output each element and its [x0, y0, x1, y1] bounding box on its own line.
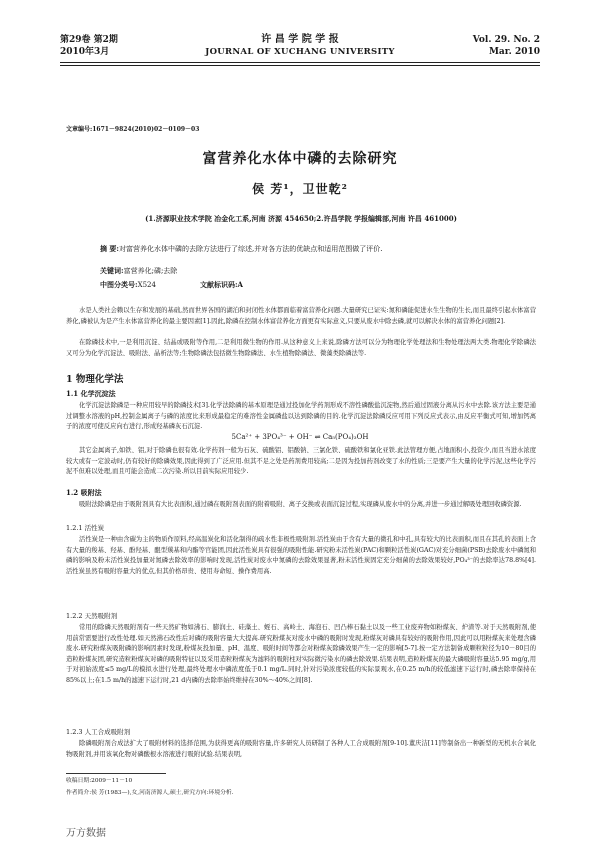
section-1-1-paragraph: 化学沉淀法除磷是一种应用较早的除磷技术[3].化学法除磷的基本原理是通过投加化学药剂形成不溶性磷酸盐沉淀物,然后通过固液分离从污水中去除.该方法主要是通过调整水溶液的pH,控制金属离子与磷的浓度比来形成最稳定的难溶性金属磷盐以达到除磷的目的.化学沉淀法除磷反应可用下列反应式表示,由反应平衡式可知,增加钙离子的浓度可使反应向右进行,形成羟基磷灰石沉淀. — [66, 402, 536, 431]
section-1-2-heading: 1.2 吸附法 — [66, 488, 102, 497]
section-1-2-3-paragraph: 除磷吸附剂合成法扩大了吸附材料的选择范围,为获得更高的吸附容量,许多研究人员研制了各种人工合成吸附剂[9-10].董庆洁[11]等制备出一种新型的无机水合氧化物吸附剂,并用该氧化物对磷酸根水溶液进行吸附试验.结果表明, — [66, 740, 536, 758]
footnote-author-bio: 作者简介:侯 芳(1983—),女,河南济源人,硕士,研究方向:环境分析. — [66, 790, 234, 796]
section-1-2-1-heading: 1.2.1 活性炭 — [66, 524, 105, 532]
author-affiliation: (1.济源职业技术学院 冶金化工系,河南 济源 454650;2.许昌学院 学报编辑部,河南 许昌 461000) — [145, 214, 457, 223]
intro-paragraph-2: 在除磷技术中,一是利用沉淀、结晶或吸附等作用,二是利用微生物的作用.从这种意义上来说,除磷方法可以分为物理化学处理法和生物处理法两大类.物理化学除磷法又可分为化学沉淀法、吸附法、晶析法等;生物除磷法包括微生物除磷法、水生植物除磷法、微藻类除磷法等. — [66, 339, 536, 357]
doc-code-label: 文献标识码: — [199, 280, 238, 289]
issue-date-en: Mar. 2010 — [488, 47, 540, 57]
section-1-2-1-paragraph: 活性炭是一种由含碳为主的物质作原料,经高温炭化和活化制得的疏水性非极性吸附剂.活性炭由于含有大量的微孔和中孔,具有较大的比表面积,而且在其孔的表面上含有大量的羧基、羟基、酚羟基、醌型羰基和内酯等官能团,因此活性炭具有很强的吸附性能.研究粉末活性炭(PAC)和颗粒活性炭(GAC)对充分细菌(PSB)去除废水中磷氮和磷的影响及粉末活性炭投加量对氮磷去除效率的影响时发现,活性炭对废水中氮磷的去除效果显著,粉末活性炭固定充分细菌的去除效果较好,PO₄³⁻的去除率达78.8%[4].活性炭虽然有吸附容量大的优点,但其价格昂贵、使用寿命短、操作费用高. — [66, 536, 536, 575]
keywords-text: 富营养化;磷;去除 — [123, 267, 178, 275]
abstract-label: 摘 要: — [100, 244, 120, 253]
journal-name-en: JOURNAL OF XUCHANG UNIVERSITY — [205, 47, 395, 57]
journal-name-cn: 许 昌 学 院 学 报 — [261, 34, 339, 45]
clc-label: 中图分类号: — [100, 280, 138, 289]
footnote-received: 收稿日期:2009－11－10 — [66, 778, 133, 784]
keywords-label: 关键词: — [100, 266, 124, 275]
equation-hydroxyapatite: 5Ca²⁺ + 3PO₄³⁻ + OH⁻ ⇌ Ca₅(PO₄)₃OH — [231, 433, 369, 441]
section-1-2-2-paragraph: 常用的除磷天然吸附剂有一些天然矿物如沸石、膨润土、硅藻土、蛭石、高岭土、海泡石、凹凸棒石黏土以及一些工业废弃物如粉煤灰、炉渣等.对于天然吸附剂,使用前常需要进行改性处理.如天然沸石改性后对磷的吸附容量大大提高.研究粉煤灰对废水中磷的吸附时发现,粉煤灰对磷具有较好的吸附作用,因此可以用粉煤灰来处理含磷废水.研究粉煤灰吸附磷的影响因素时发现,粉煤灰投加量、pH、温度、吸附时间等都会对粉煤灰除磷效果产生一定的影响[5-7].按一定方法制备成颗粒粒径为10－80目的造粒粉煤灰团,研究造粒粉煤灰对磷的吸附特征以及采用造粒粉煤灰为滤料的吸附柱对实际微污染水的磷去除效果.结果表明,造粒粉煤灰的最大磷吸附容量达5.95 mg/g,用于对初始浓度≤5 mg/L的模拟水进行处理,最终处理水中磷浓度低于0.1 mg/L.同时,针对污染浓度较低的实际景观水,在0.25 m/h的较低滤速下运行时,磷去除率保持在85%以上;在1.5 m/h的滤速下运行时,21 d内磷的去除率始终维持在30%～40%之间[8]. — [66, 624, 536, 684]
section-1-heading: 1 物理化学法 — [66, 374, 124, 385]
header-rule-thin — [60, 65, 540, 66]
header-right — [473, 34, 540, 58]
abstract-text: 对富营养化水体中磷的去除方法进行了综述,并对各方法的优缺点和适用范围做了评价. — [119, 245, 383, 253]
footnote-rule — [66, 773, 166, 774]
section-1-2-3-heading: 1.2.3 人工合成吸附剂 — [66, 728, 131, 736]
clc-code: X524 — [137, 281, 156, 289]
article-number: 文章编号:1671－9824(2010)02－0109－03 — [66, 126, 200, 133]
section-1-1-heading: 1.1 化学沉淀法 — [66, 389, 116, 398]
abstract — [100, 242, 520, 256]
paper-authors: 侯 芳¹，卫世乾² — [252, 182, 348, 196]
section-1-2-paragraph: 吸附法除磷是由于吸附剂具有大比表面积,通过磷在吸附剂表面的附着吸附、离子交换或表面沉淀过程,实现磷从废水中的分离,并进一步通过解吸处理回收磷资源. — [79, 501, 522, 508]
header-rule-thick — [60, 62, 540, 63]
keywords — [100, 266, 177, 276]
issue-date-cn: 2010年3月 — [60, 47, 110, 57]
wanfang-watermark: 万方数据 — [66, 828, 106, 839]
paper-title: 富营养化水体中磷的去除研究 — [202, 151, 398, 167]
volume-issue-en: Vol. 29. No. 2 — [472, 35, 540, 45]
doc-code: A — [237, 280, 243, 289]
volume-issue: 第29卷 第2期 — [60, 35, 118, 45]
section-1-2-2-heading: 1.2.2 天然吸附剂 — [66, 612, 118, 620]
section-1-1-paragraph-2: 其它金属离子,如铁、铝,对于除磷也很有效.化学药剂一般为石灰、硫酸铝、铝酸钠、三氯化铁、硫酸铁和氯化亚铁.此法管理方便,占地面积小,投资少,而且当进水浓度较大或有一定波动时,仍有较好的除磷效果,因此得到了广泛应用.但其不足之处是药剂费用较高;二是因为投加药剂改变了水的性质;三是要产生大量的化学污泥,这些化学污泥不但难以处理,而且可能会造成二次污染.所以目前实际应用较少. — [66, 447, 536, 476]
classification-line — [100, 280, 243, 290]
intro-paragraph-1: 水是人类社会赖以生存和发展的基础,然而世界各国的湖泊和封闭性水体都面临着富营养化问题.大量研究已证实:氮和磷能促进水生生物的生长,而且最终引起水体富营养化,磷被认为是产生水体富营养化的最主要因素[1].因此,除磷在控制水体富营养化方面更有实际意义,只要从废水中除去磷,就可以解决水体的富营养化问题[2]. — [66, 307, 536, 325]
